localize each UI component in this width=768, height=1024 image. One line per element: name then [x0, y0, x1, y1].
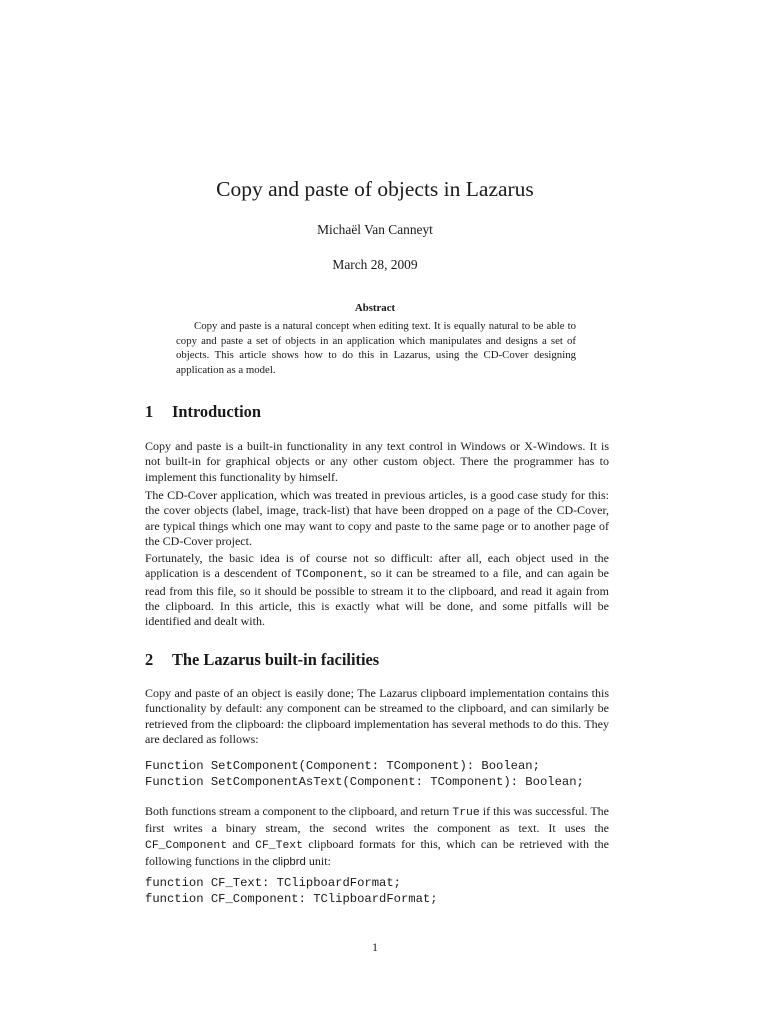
paper-date: March 28, 2009	[332, 257, 418, 272]
page-number: 1	[372, 940, 378, 954]
section-heading-lazarus-facilities	[145, 649, 615, 671]
code-line: Function SetComponent(Component: TComponent): Boolean;	[145, 759, 540, 773]
abstract-text: Copy and paste is a natural concept when editing text. It is equally natural to be able to copy and paste a set of objects in an application which manipulates and designs a set of objects. This article shows how to do this in Lazarus, using the CD-Cover designing application as a model.	[176, 320, 576, 377]
text-run: , so it can be streamed to a file, and can again be read from this file, so it should be possible to stream it to the clipboard, and read it again from the clipboard. In this article, this is exactly what will be done, and some pitfalls will be identified and dealt with.	[145, 566, 609, 629]
code-block-clipboard-formats	[145, 876, 615, 907]
section-number: 2	[145, 650, 154, 669]
inline-code-cf-component: CF_Component	[145, 839, 228, 852]
code-line: Function SetComponentAsText(Component: TComponent): Boolean;	[145, 774, 584, 789]
intro-paragraph-1: Copy and paste is a built-in functionality in any text control in Windows or X-Windows. It is not built-in for graphical objects or any other custom object. There the programmer has to implement this functionality by himself.	[145, 439, 609, 484]
text-run: if this was successful. The first writes a binary stream, the second writes the component as text. It uses the	[145, 804, 610, 836]
inline-code-tcomponent: TComponent	[295, 569, 364, 582]
lazarus-paragraph-1: Copy and paste of an object is easily done; The Lazarus clipboard implementation contains this functionality by default: any component can be streamed to the clipboard, and can similarly be retrieved from the clipboard: the clipboard implementation has several methods to do this. They are declared as follows:	[145, 686, 609, 746]
text-run: unit:	[305, 853, 331, 868]
text-run: Fortunately, the basic idea is of course not so difficult: after all, each object used in the application is a descendent of	[145, 551, 609, 581]
code-line: function CF_Component: TClipboardFormat;	[145, 891, 438, 906]
inline-code-true: True	[452, 807, 480, 819]
code-line: function CF_Text: TClipboardFormat;	[145, 876, 401, 890]
text-run: and	[227, 836, 256, 851]
inline-code-cf-text: CF_Text	[255, 839, 303, 852]
abstract-heading: Abstract	[354, 302, 396, 314]
section-title: Introduction	[172, 402, 261, 421]
unit-name-clipbrd: clipbrd	[272, 855, 306, 868]
section-title: The Lazarus built-in facilities	[172, 650, 380, 669]
code-block-set-component	[145, 759, 615, 790]
paper-author: Michaël Van Canneyt	[317, 222, 433, 237]
text-run: Both functions stream a component to the clipboard, and return	[145, 804, 453, 818]
lazarus-paragraph-2	[145, 804, 609, 870]
intro-paragraph-2: The CD-Cover application, which was treated in previous articles, is a good case study for this: the cover objects (label, image, track-list) that have been dropped on a page of the CD-Cover, are typical things which one may want to copy and paste to the same page or to another page of the CD-Cover project.	[145, 488, 609, 548]
section-number: 1	[145, 402, 154, 421]
paper-title: Copy and paste of objects in Lazarus	[216, 177, 534, 201]
text-run: clipboard formats for this, which can be retrieved with the following functions in the	[145, 836, 610, 868]
intro-paragraph-3	[145, 551, 609, 629]
section-heading-introduction	[145, 401, 615, 423]
